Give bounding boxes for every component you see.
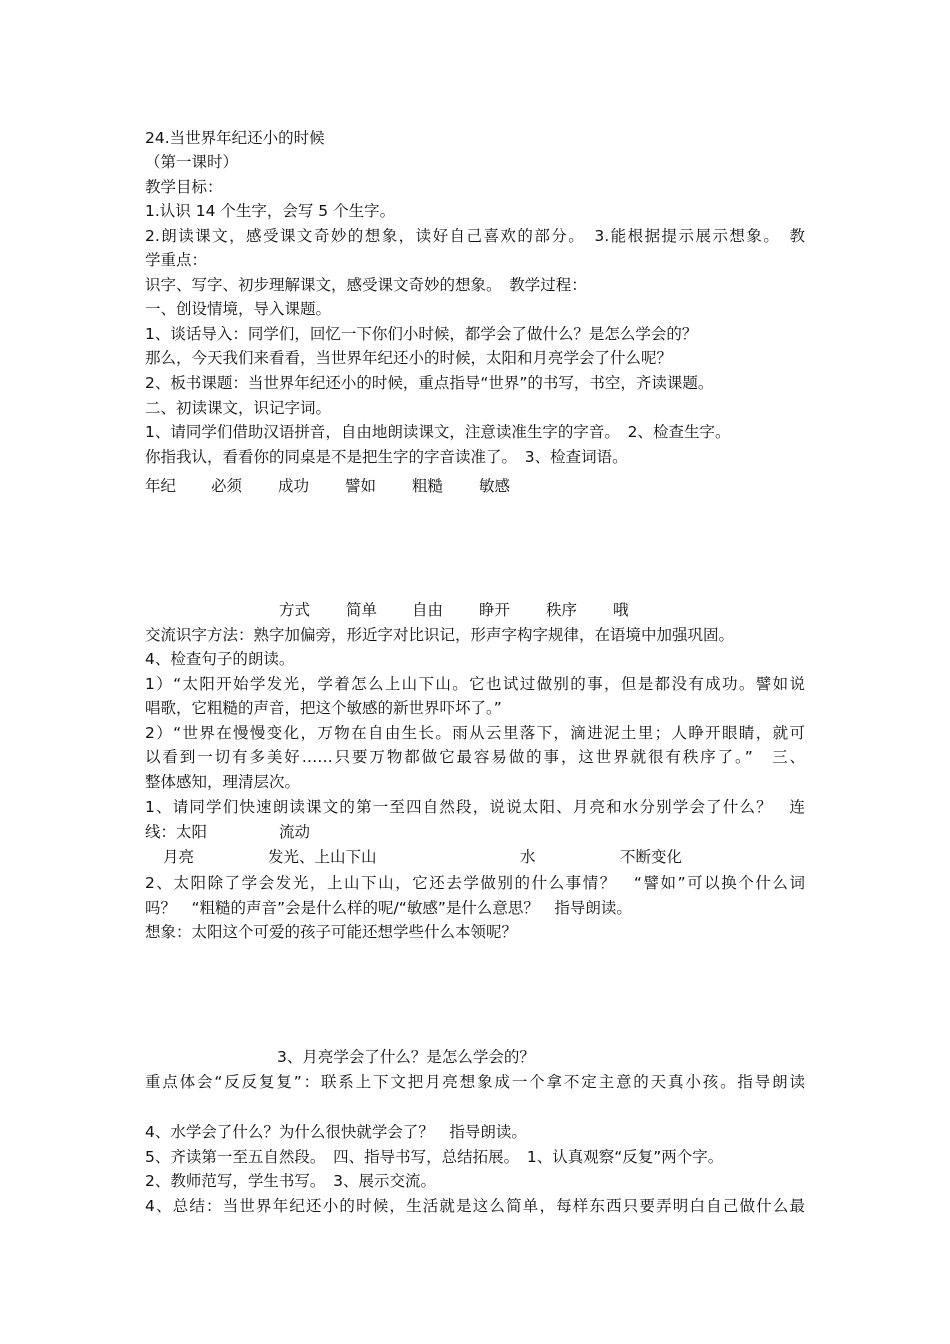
text-line: 二、初读课文，识记字词。 xyxy=(145,399,332,417)
text-line: 4、检查句子的朗读。 xyxy=(145,650,295,668)
document-title: 24.当世界年纪还小的时候 xyxy=(145,129,325,147)
match-item: 水 xyxy=(520,848,536,866)
word: 敏感 xyxy=(479,477,511,495)
text-line: 1）“太阳开始学发光，学着怎么上山下山。它也试过做别的事，但是都没有成功。譬如说 xyxy=(145,675,805,693)
match-item: 发光、上山下山 xyxy=(268,848,377,866)
word: 哦 xyxy=(613,601,629,619)
text-line: 1、谈话导入：同学们，回忆一下你们小时候，都学会了做什么？是怎么学会的？ xyxy=(145,325,698,343)
text-line: 1、请同学们快速朗读课文的第一至四自然段，说说太阳、月亮和水分别学会了什么？ 连 xyxy=(145,798,805,816)
text-line: 交流识字方法：熟字加偏旁，形近字对比识记，形声字构字规律，在语境中加强巩固。 xyxy=(145,626,735,644)
word: 必须 xyxy=(211,477,243,495)
text-line: 一、创设情境，导入课题。 xyxy=(145,300,332,318)
word: 年纪 xyxy=(145,477,177,495)
text-line: 2、教师范写，学生书写。 3、展示交流。 xyxy=(145,1172,436,1190)
text-line: 学重点： xyxy=(145,251,208,269)
lesson-label: （第一课时） xyxy=(145,153,239,171)
text-line: 5、齐读第一至五自然段。 四、指导书写，总结拓展。 1、认真观察“反复”两个字。 xyxy=(145,1148,724,1166)
text-line: 吗？ “粗糙的声音”会是什么样的呢/“敏感”是什么意思？ 指导朗读。 xyxy=(145,899,632,917)
match-item: 线：太阳 xyxy=(145,823,208,841)
match-item: 月亮 xyxy=(163,848,195,866)
match-item: 流动 xyxy=(279,823,311,841)
text-line: 2、太阳除了学会发光，上山下山，它还去学做别的什么事情？ “譬如”可以换个什么词 xyxy=(145,874,805,892)
text-line: 以看到一切有多美好……只要万物都做它最容易做的事，这世界就很有秩序了。” 三、 xyxy=(145,748,805,766)
text-line: 4、水学会了什么？为什么很快就学会了？ 指导朗读。 xyxy=(145,1123,527,1141)
text-line: 1、请同学们借助汉语拼音，自由地朗读课文，注意读准生字的字音。 2、检查生字。 xyxy=(145,423,731,441)
word: 简单 xyxy=(346,601,378,619)
word: 方式 xyxy=(279,601,311,619)
text-line: 教学目标： xyxy=(145,178,223,196)
text-line: 那么，今天我们来看看，当世界年纪还小的时候，太阳和月亮学会了什么呢？ xyxy=(145,349,673,367)
text-line: 重点体会“反反复复”：联系上下文把月亮想象成一个拿不定主意的天真小孩。指导朗读 xyxy=(145,1073,805,1091)
text-line: 唱歌，它粗糙的声音，把这个敏感的新世界吓坏了。” xyxy=(145,699,502,717)
text-line: 识字、写字、初步理解课文，感受课文奇妙的想象。 教学过程： xyxy=(145,276,587,294)
text-line: 整体感知，理清层次。 xyxy=(145,773,301,791)
word: 睁开 xyxy=(479,601,511,619)
text-line: 1.认识 14 个生字，会写 5 个生字。 xyxy=(145,202,396,220)
text-line: 2.朗读课文，感受课文奇妙的想象，读好自己喜欢的部分。 3.能根据提示展示想象。 教 xyxy=(145,227,805,245)
text-line: 你指我认，看看你的同桌是不是把生字的字音读准了。 3、检查词语。 xyxy=(145,448,628,466)
word: 成功 xyxy=(278,477,310,495)
text-line: 3、月亮学会了什么？是怎么学会的？ xyxy=(277,1048,535,1066)
word: 秩序 xyxy=(546,601,578,619)
text-line: 想象：太阳这个可爱的孩子可能还想学些什么本领呢？ xyxy=(145,923,518,941)
text-line: 2）“世界在慢慢变化，万物在自由生长。雨从云里落下，滴进泥土里；人睁开眼睛，就可 xyxy=(145,724,805,742)
text-line: 2、板书课题：当世界年纪还小的时候，重点指导“世界”的书写，书空，齐读课题。 xyxy=(145,374,714,392)
match-item: 不断变化 xyxy=(620,848,683,866)
word: 譬如 xyxy=(345,477,377,495)
word: 自由 xyxy=(412,601,444,619)
text-line: 4、总结：当世界年纪还小的时候，生活就是这么简单，每样东西只要弄明白自己做什么最 xyxy=(145,1197,805,1215)
word: 粗糙 xyxy=(412,477,444,495)
